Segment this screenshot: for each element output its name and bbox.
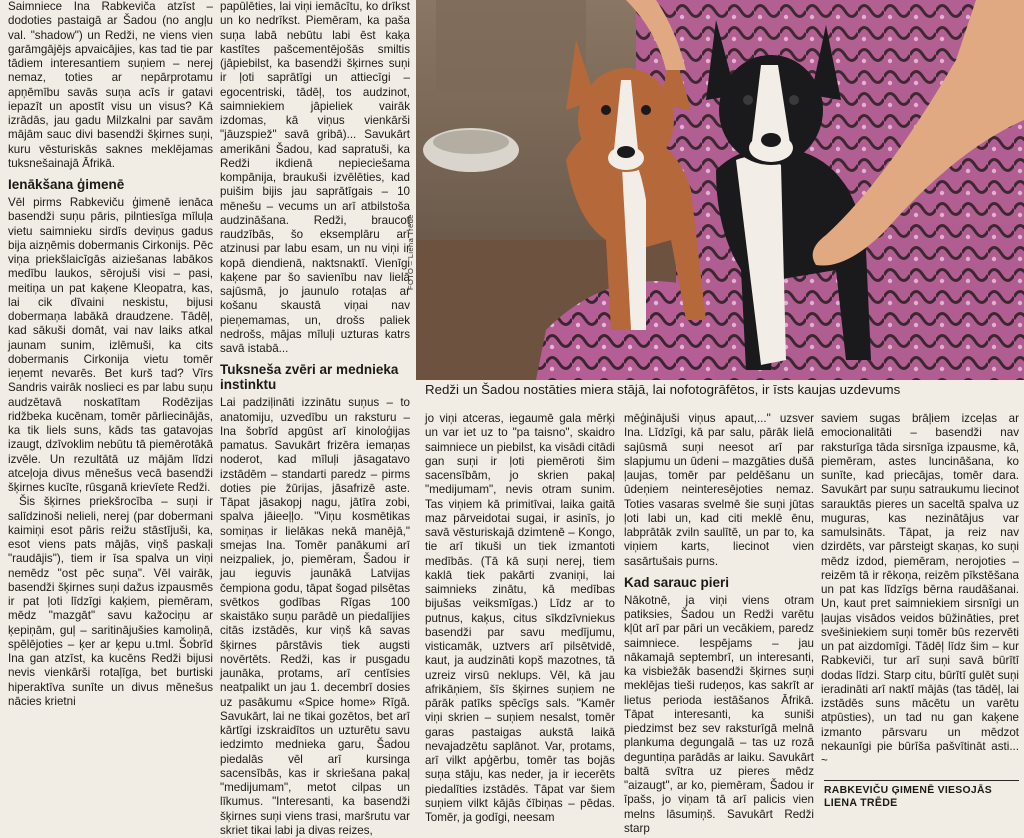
article-intro: Saimniece Ina Rabkeviča atzīst – dodoties pastaigā ar Šadou (no angļu val. "shadow") un Redži, ne viens vien garāmgājējs apvaicājies, kas tad tie par tādiem interesantiem suņiem – nerej nemaz, toties ar nepārprotamu apņēmību savās suņa acīs ir gatavi iepazīt un apostīt visu un visus? Kā izrādās, jau gadu Milzkalni par savām mājām sauc divi basendži šķirnes suņi, kuru vēsturiskās saknes meklējamas tuksnešainajā Āfrikā.	[8, 0, 213, 170]
dogs-photo	[416, 0, 1024, 380]
section-heading-desert: Tuksneša zvēri ar mednieka instinktu	[220, 362, 399, 393]
article-paragraph: Lai padziļināti izzinātu suņus – to anatomiju, uzvedību un raksturu – Ina šobrīd apgūst arī kinoloģijas pamatus. Savukārt frizēra iemaņas noderot, kad mīluļi jāsagatavo izstādēm – standarti paredz – pirms doties pie žūrijas, jāsafrizē aste. Tāpat jāsakopj nagu, jātīra zobi, spalva jāieeļļo. "Viņu kosmētikas somiņas ir lielākas nekā manējā," smejas Ina. Tomēr panākumi arī neizpaliek, jo, piemēram, Šadou ir jau ieguvis jaunākā Latvijas čempiona godu, tāpat šogad pilsētas svētkos godības Rīgas 100 skaistāko suņu parādē un piedalījies citās izstādēs, kur viņš kā savas šķirnes pārstāvis tiek augsti novērtēts. Redži, kas ir pusgadu jaunāka, protams, arī centīsies neatpalikt un jau 1. decembrī dosies uz pasākumu «Spice home» Rīgā. Savukārt, lai ne tikai gozētos, bet arī kārtīgi izskraidītos un uzturētu savu iedzimto mednieka garu, Šadou piedalās vēl arī kursinga sacensībās, kas ir skriešana pakaļ "medijumam", metot cilpas un līkumus. "Interesanti, ka basendži šķirnes suņi viens trasi, maršrutu var skriet tikai labi ja divas reizes,	[220, 396, 410, 837]
article-column-3	[425, 412, 615, 829]
photo-illustration	[416, 0, 1024, 380]
article-column-4	[624, 412, 814, 835]
byline-line: RABKEVIČU ĢIMENĒ VIESOJĀS	[824, 785, 993, 796]
article-paragraph: Nākotnē, ja viņi viens otram patiksies, Šadou un Redži varētu kļūt arī par pāri un vecākiem, paredz saimniece. Iespējams – jau nākamajā septembrī, un interesanti, ka visbiežāk basendži šķirnes suņi meklējas tieši rudeņos, kas sakrīt ar lietus perioda iestāšanos Āfrikā. Tāpat interesanti, ka suniši piedzimst bez sev raksturīgā melnā plankuma degungalā – tas uz rozā deguntiņa parādās ar laiku. Savukārt baltā svītra uz pieres mēdz "aizaugt", ar ko, piemēram, Šadou ir īpašs, jo viņam tā arī palicis vien melns lāsumiņš. Savukārt Redži starp	[624, 593, 814, 835]
article-paragraph: papūlēties, lai viņi iemācītu, ko drīkst un ko nedrīkst. Piemēram, ka paša suņa labā nebūtu labi ēst kaķa kastītes pašcementējošās smiltis (jāpiebilst, ka basendži šķirnes suņi ir ļoti saprātīgi un attiecīgi – egocentriski, tādēļ, tos audzinot, saimniekiem jāpieliek vairāk izdomas, kā viņus vienkārši "jāuzspiež" savā gribā)... Savukārt amerikāni Šadou, kad sapratuši, ka Redži ikdienā nepieciešama kompānija, braukuši izvēlēties, kad puišim bijis jau saprātīgais – 10 mēnešu – vecums un arī atbilstoša audzināšana. Redži, braucot raudzībās, šo eksemplāru arī atzinusi par labu esam, un nu viņi ir kopā diendienā, naktsnaktī. Vienīgi kaķene par šo savienību nav lielā sajūsmā, jo jaunulo rotaļas ar košanu skaustā viņai nav pieņemamas, un, drošs paliek nedrošs, mājas mīluļi uzturas katrs savā istabā...	[220, 0, 410, 355]
article-paragraph: jo viņi atceras, iegaumē gala mērķi un var iet uz to "pa taisno", skaidro saimniece un piebilst, ka visādi citādi gan suņi ir ļoti piemēroti šim sacensībām, jo skrien pakaļ "medijumam", nevis otram sunim. Tas viņiem kā primitīvai, laika gaitā maz pārveidotai sugai, ir asinīs, jo savā vēsturiskajā dzimtenē – Kongo, tie arī tikuši un tiek izmantoti medībās. (Tā kā suņi nerej, tiem kaklā tiek pakārti zvaniņi, lai saimnieks zinātu, kā medības bijušas veiksmīgas.) Līdz ar to putnus, kaķus, citus sīkdzīvniekus basendži par savu medījumu, visticamāk, uztvers arī pilsētvidē, kaut, ja audzināti kopš mazotnes, tā uzreiz virsū neklups. Vēl, kā jau afrikāņiem, šīs šķirnes suņiem ne pārāk patīks spēcīgs sals. "Kamēr viņi skrien – suņiem nesalst, tomēr garas pastaigas aukstā laikā nevajadzētu saplānot. Var, protams, arī vilkt apģērbu, tomēr tas bojās suņa stāju, kas neder, ja ir iecerēts piedalīties izstādēs. Tāpat var šiem suņiem vilkt kājās čībiņas – pēdas. Tomēr, ja godīgi, neesam	[425, 412, 615, 824]
photo-caption: Redži un Šadou nostāties miera stājā, lai nofotogrāfētos, ir īsts kaujas uzdevums	[425, 382, 901, 397]
photo-credit: FOTO – Liena Trēde	[406, 214, 415, 290]
article-paragraph: Vēl pirms Rabkeviču ģimenē ienāca basendži suņu pāris, pilntiesīga mīluļa vietu saimnieku sirdīs deviņus gadus bija aizņēmis dobermanis Cirkonijs. Pēc viņa priekšlaicīgās aiziešanas labākos medību laukos, sērojuši visi – pasi, meitiņa un pat kaķene Kleopatra, kas, lai cik dīvaini neskistu, bijusi dobermaņa labākā draudzene. Tādēļ, kad sākuši domāt, vai nav laiks atkal jaunam sunim, izlēmuši, ka cits dobermanis Cirkonija vietu tomēr ieņemt nevarēs. Bet kurš tad? Vīrs Sandris vairāk noslieci es par labu suņu audzētavā noskatītam Rodēzijas ridžbeka kucēnam, tomēr pārliecinājās, ka tik liels suns, kāds tas gatavojas izaugt, dzīvoklim nebūtu tā piemērotākā izvēle. Un rezultātā uz mājām līdzi atceļoja divus mēnešus vecā basendži šķirnes kucīte, rūsganā krievīete Redži.	[8, 196, 213, 494]
article-column-5	[821, 412, 1019, 777]
article-column-1	[8, 0, 213, 829]
article-paragraph: mēģinājuši viņus apaut,..." uzsver Ina. Līdzīgi, kā par salu, pārāk lielā sajūsmā suņi neesot arī par slapjumu un ūdeni – mazgāties dušā ļaujas, tomēr par peldēšanu un ūdeņiem neinteresējoties nemaz. Toties vasaras svelmē šie suņi jūtas ļoti labi un, kad citi meklē ēnu, labprātāk zviln saulītē, un par to, ka viņiem karts, liecinot vien sasārtušais purns.	[624, 412, 814, 568]
author-name: LIENA TRĒDE	[824, 797, 898, 809]
article-column-2	[220, 0, 410, 837]
article-paragraph: Šis šķirnes priekšrocība – suņi ir salīdzinoši nelieli, nerej (par dobermani kaimiņi esot pāris reižu stāstījuši, ka, esot viens pats mājās, viņš paskaļi "raudājis"), tiem ir īsa spalva un viņi nemēdz "ost pēc suņa". Vēl vairāk, basendži šķirnes suņi dažus izpausmēs ir pat ļoti līdzīgi kaķiem, piemēram, mēdz "mazgāt" savu kažociņu ar ķepiņām, guļ – saritinājušies kamoliņā, spēlējoties – ķer ar ķepu u.tml. Šobrīd Ina gan atzīst, ka kucēns Redži bijusi nevis vienkārši rotaļīga, bet burtiski hiperaktīva sunīte un divus mēnešus nācies krietni	[8, 495, 213, 708]
article-paragraph: saviem sugas brāļiem izceļas ar emocionalitāti – basendži nav raksturīga tāda sirsnīga izpausme, kā, piemēram, astes luncināšana, ko sunīte, kad priecājas, tomēr dara. Savukārt par suņu satraukumu liecinot sarauktās pieres un saceltā spalva uz muguras, kas nezinātājus var samulsināts. Tāpat, ja reiz nav dzirdēts, var pārsteigt skaņas, ko suņi mēdz izdod, piemēram, nerojoties – reizēm tā ir rēkoņa, reizēm pīkstēšana un pat kas līdzīgs bērna raudāšanai. Un, kaut pret saimniekiem sirsnīgi un ļaujas visādos veidos būžināties, pret svešiniekiem suņi tomēr būs rezervēti un pat aizdomīgi. Tādēļ līdz šim – kur Rabkeviči, tur arī suņi savā būrītī dodas līdzi. Starp citu, būrītī gulēt suņi ieradināti arī naktī mājās (tas tādēļ, lai izstādēs suns mācētu un varētu atpūsties), un tad nu gan kaķene izmanto pārsvaru un mēdzot nekaunīgi pie būrīša pašvītināt asti... ~	[821, 412, 1019, 767]
section-heading-family: Ienākšana ģimenē	[8, 177, 125, 192]
byline	[824, 780, 1019, 810]
section-heading-forehead: Kad sarauc pieri	[624, 574, 730, 590]
